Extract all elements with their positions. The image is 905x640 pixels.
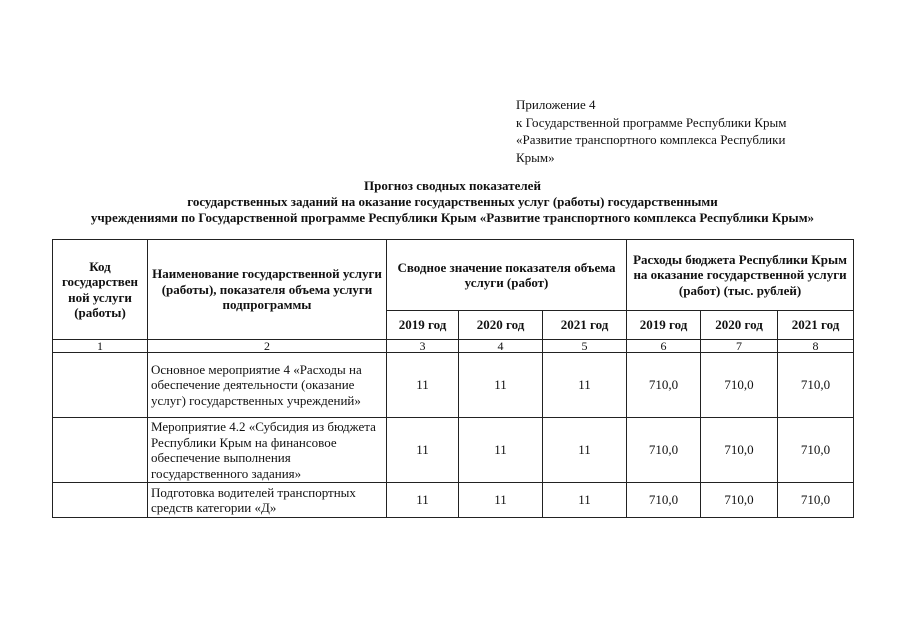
title-line: учреждениями по Государственной программе Республики Крым «Развитие транспортного комплекса Республики Крым» (90, 210, 815, 225)
row-value: 710,0 (778, 483, 854, 518)
column-number: 4 (459, 340, 543, 353)
column-number: 1 (53, 340, 148, 353)
header-row (53, 240, 854, 311)
row-value: 11 (459, 418, 543, 483)
column-number-row (53, 340, 854, 353)
row-value: 11 (387, 418, 459, 483)
row-code (53, 418, 148, 483)
title-line: государственных заданий на оказание государственных услуг (работы) государственными (187, 194, 718, 209)
row-value: 11 (543, 483, 627, 518)
appendix-line: Крым» (516, 149, 555, 165)
row-name: Подготовка водителей транспортных средств категории «Д» (148, 483, 387, 518)
appendix-line: Приложение 4 (516, 97, 596, 112)
row-name: Мероприятие 4.2 «Субсидия из бюджета Республики Крым на финансовое обеспечение выполнения государственного задания» (148, 418, 387, 483)
table-row (53, 353, 854, 418)
row-value: 11 (387, 353, 459, 418)
row-value: 710,0 (627, 353, 701, 418)
row-value: 710,0 (701, 483, 778, 518)
appendix-line: к Государственной программе Республики Крым (516, 114, 787, 130)
table-row (53, 483, 854, 518)
column-number: 5 (543, 340, 627, 353)
header-year: 2021 год (543, 311, 627, 340)
table-row (53, 418, 854, 483)
title-line: Прогноз сводных показателей (364, 178, 541, 193)
row-value: 11 (543, 353, 627, 418)
column-number: 8 (778, 340, 854, 353)
header-year: 2020 год (459, 311, 543, 340)
header-expenses: Расходы бюджета Республики Крым на оказание государственной услуги (работ) (тыс. рублей) (627, 240, 854, 311)
header-year: 2020 год (701, 311, 778, 340)
header-volume: Сводное значение показателя объема услуги (работ) (387, 240, 627, 311)
header-year: 2021 год (778, 311, 854, 340)
row-value: 11 (459, 353, 543, 418)
header-year: 2019 год (387, 311, 459, 340)
row-value: 710,0 (701, 353, 778, 418)
row-value: 710,0 (627, 418, 701, 483)
appendix-note (516, 96, 836, 166)
row-value: 710,0 (778, 418, 854, 483)
row-value: 710,0 (701, 418, 778, 483)
row-code (53, 483, 148, 518)
header-code: Код государствен ной услуги (работы) (53, 240, 148, 340)
row-value: 11 (387, 483, 459, 518)
row-value: 11 (459, 483, 543, 518)
column-number: 3 (387, 340, 459, 353)
column-number: 2 (148, 340, 387, 353)
row-code (53, 353, 148, 418)
forecast-table (52, 239, 854, 518)
appendix-line: «Развитие транспортного комплекса Республики (516, 132, 786, 147)
row-value: 710,0 (778, 353, 854, 418)
header-year: 2019 год (627, 311, 701, 340)
row-name: Основное мероприятие 4 «Расходы на обеспечение деятельности (оказание услуг) государственных учреждений» (148, 353, 387, 418)
column-number: 6 (627, 340, 701, 353)
column-number: 7 (701, 340, 778, 353)
row-value: 11 (543, 418, 627, 483)
row-value: 710,0 (627, 483, 701, 518)
document-title (50, 178, 855, 226)
header-name: Наименование государственной услуги (работы), показателя объема услуги подпрограммы (148, 240, 387, 340)
